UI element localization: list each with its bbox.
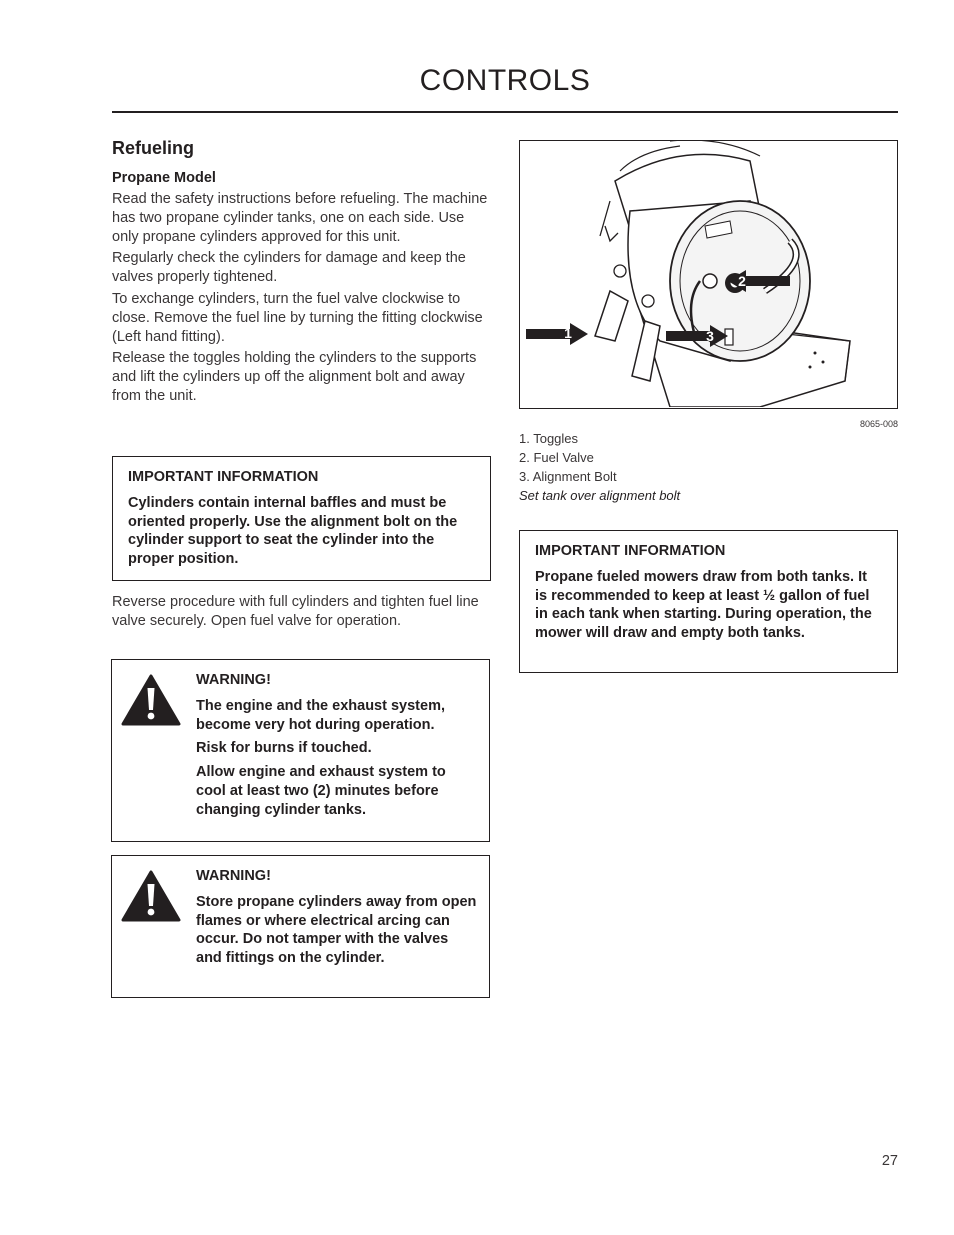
body-paragraph: Reverse procedure with full cylinders and tighten fuel line valve securely. Open fuel valve for operation. bbox=[112, 594, 479, 629]
warning-paragraph: The engine and the exhaust system, become very hot during operation. bbox=[196, 697, 445, 733]
left-column bbox=[112, 136, 492, 409]
important-information-box bbox=[519, 530, 898, 673]
body-paragraph: Regularly check the cylinders for damage and keep the valves properly tightened. bbox=[112, 250, 466, 286]
reverse-procedure-text bbox=[112, 593, 492, 634]
figure-callout-3: 3 bbox=[706, 328, 714, 344]
header-divider bbox=[112, 111, 898, 113]
important-box-text: Propane fueled mowers draw from both tanks. It is recommended to keep at least ½ gallon of fuel in each tank when starting. During operation, the mower will draw and empty both tanks. bbox=[535, 568, 872, 642]
figure-callout-1: 1 bbox=[564, 325, 572, 341]
warning-box-hot-exhaust bbox=[111, 659, 490, 842]
warning-paragraph: Store propane cylinders away from open flames or where electrical arcing can occur. Do not tamper with the valves and fittings on the cylinder. bbox=[196, 893, 477, 967]
warning-paragraph: Risk for burns if touched. bbox=[196, 740, 372, 757]
subsection-title: Propane Model bbox=[112, 170, 216, 186]
figure-code: 8065-008 bbox=[859, 419, 898, 429]
warning-paragraph: Allow engine and exhaust system to cool at least two (2) minutes before changing cylinder tanks. bbox=[196, 764, 446, 818]
important-box-title: IMPORTANT INFORMATION bbox=[128, 469, 319, 485]
warning-content bbox=[196, 867, 477, 973]
warning-triangle-icon bbox=[121, 870, 181, 922]
propane-cylinder-illustration bbox=[520, 141, 896, 407]
section-title: Refueling bbox=[112, 138, 195, 158]
warning-title: WARNING! bbox=[196, 868, 271, 884]
legend-item: 2. Fuel Valve bbox=[519, 450, 594, 465]
body-paragraph: To exchange cylinders, turn the fuel valve clockwise to close. Remove the fuel line by turning the fitting clockwise (Left hand fitting). bbox=[112, 290, 483, 345]
important-box-title: IMPORTANT INFORMATION bbox=[535, 543, 726, 559]
propane-cylinder-figure bbox=[519, 140, 898, 409]
figure-callout-2: 2 bbox=[738, 273, 746, 289]
page-number: 27 bbox=[881, 1153, 898, 1169]
warning-box-propane-storage bbox=[111, 855, 490, 998]
warning-title: WARNING! bbox=[196, 672, 271, 688]
page-title: CONTROLS bbox=[419, 64, 591, 97]
warning-content bbox=[196, 671, 477, 825]
legend-item: 1. Toggles bbox=[519, 431, 579, 446]
figure-caption: Set tank over alignment bolt bbox=[519, 488, 681, 503]
legend-item: 3. Alignment Bolt bbox=[519, 469, 617, 484]
body-paragraph: Read the safety instructions before refueling. The machine has two propane cylinder tanks, one on each side. Use only propane cylinders approved for this unit. bbox=[112, 191, 488, 245]
important-box-text: Cylinders contain internal baffles and must be oriented properly. Use the alignment bolt on the cylinder support to seat the cylinder into the proper position. bbox=[128, 494, 458, 568]
important-information-box bbox=[112, 456, 491, 581]
body-paragraph: Release the toggles holding the cylinders to the supports and lift the cylinders up off the alignment bolt and away from the unit. bbox=[112, 350, 477, 404]
figure-legend bbox=[519, 429, 898, 505]
warning-triangle-icon bbox=[121, 674, 181, 726]
